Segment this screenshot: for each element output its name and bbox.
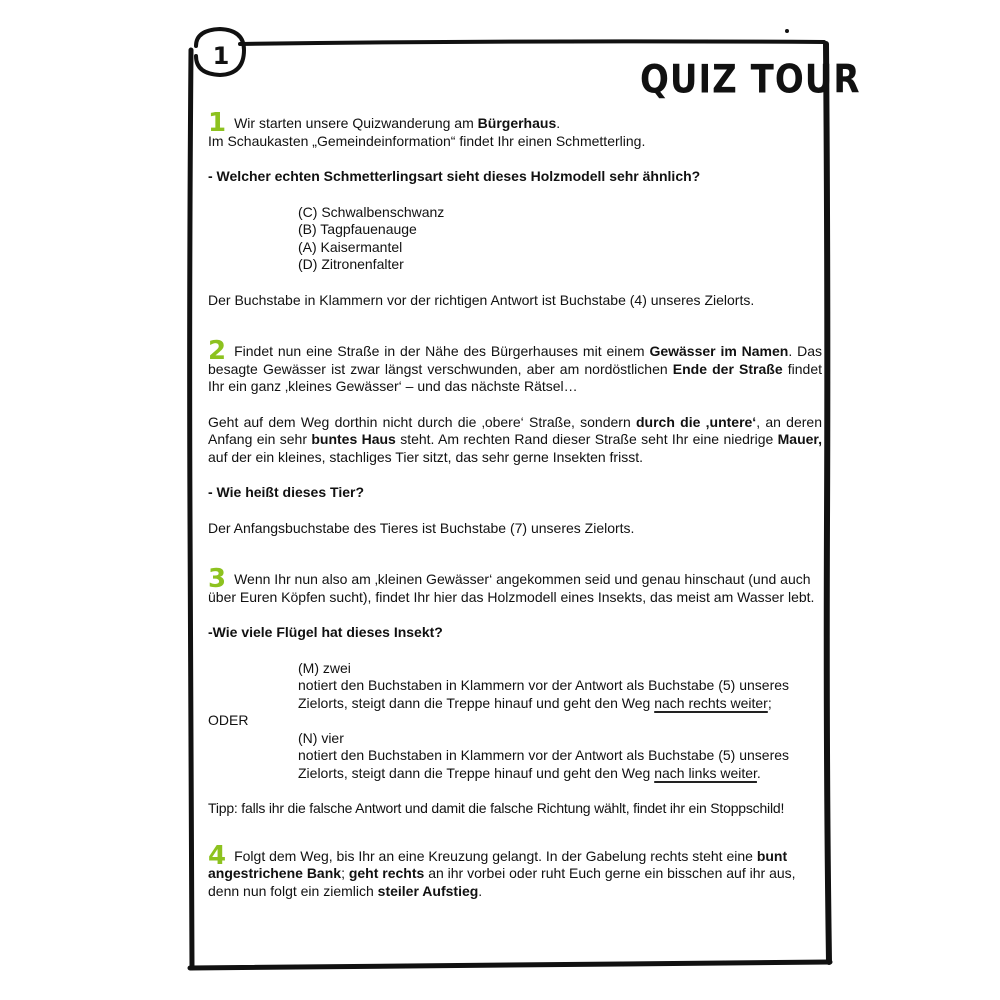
option-b: (B) Tagpfauenauge (298, 221, 417, 237)
option-n (298, 730, 822, 783)
option-m-text: notiert den Buchstaben in Klammern vor der Antwort als Buchstabe (5) unseres Zielorts, steigt dann die Treppe hinauf und geht den Weg nach rechts weiter; (298, 677, 790, 711)
section-1-question: - Welcher echten Schmetterlingsart sieht dieses Holzmodell sehr ähnlich? (208, 168, 701, 184)
direction-right: nach rechts weiter (654, 694, 768, 711)
option-a: (A) Kaisermantel (298, 238, 403, 255)
option-c: (C) Schwalbenschwanz (298, 203, 445, 220)
section-2-paragraph-2: Geht auf dem Weg dorthin nicht durch die ‚obere‘ Straße, sondern durch die ‚untere‘, an deren Anfang ein sehr buntes Haus steht. Am rechten Rand dieser Straße seht Ihr eine niedrige Mauer, auf der ein kleines, stachliges Tier sitzt, das sehr gerne Insekten frisst. (208, 413, 822, 465)
section-4-paragraph: 4 Folgt dem Weg, bis Ihr an eine Kreuzung gelangt. In der Gabelung rechts steht eine bunt angestrichene Bank; geht rechts an ihr vorbei oder ruht Euch gerne ein bisschen auf ihr aus, denn nun folgt ein ziemlich steiler Aufstieg. (208, 840, 796, 899)
page-title: QUIZ TOUR (640, 57, 861, 103)
section-3-question: -Wie viele Flügel hat dieses Insekt? (208, 624, 443, 640)
direction-left: nach links weiter (654, 764, 757, 781)
section-1-note: Der Buchstabe in Klammern vor der richtigen Antwort ist Buchstabe (4) unseres Zielorts. (208, 291, 755, 308)
section-2-number: 2 (208, 336, 227, 366)
section-3-paragraph: 3 Wenn Ihr nun also am ‚kleinen Gewässer‘ angekommen seid und genau hinschaut (und auch über Euren Köpfen sucht), findet Ihr hier das Holzmodell eines Insekts, das meist am Wasser lebt. (208, 564, 815, 605)
section-2-question: - Wie heißt dieses Tier? (208, 484, 364, 500)
option-m-label: (M) zwei (298, 659, 351, 676)
oder-label: ODER (208, 712, 249, 728)
section-3-number: 3 (208, 564, 227, 594)
option-m (298, 660, 822, 713)
section-1-line-2: Im Schaukasten „Gemeindeinformation“ findet Ihr einen Schmetterling. (208, 132, 646, 149)
page-number: 1 (212, 42, 230, 70)
section-2-note: Der Anfangsbuchstabe des Tieres ist Buchstabe (7) unseres Zielorts. (208, 519, 635, 536)
section-4-number: 4 (208, 840, 227, 871)
section-2-paragraph-1: 2 Findet nun eine Straße in der Nähe des Bürgerhauses mit einem Gewässer im Namen. Das besagte Gewässer ist zwar längst verschwunden, aber am nordöstlichen Ende der Straße findet Ihr ein ganz ‚kleines Gewässer‘ – und das nächste Rätsel… (208, 336, 822, 394)
option-n-label: (N) vier (298, 729, 344, 746)
section-3-tipp: Tipp: falls ihr die falsche Antwort und damit die falsche Richtung wählt, findet ihr ein Stoppschild! (208, 800, 785, 816)
quiz-content (208, 108, 822, 900)
option-d: (D) Zitronenfalter (298, 256, 404, 272)
section-1-intro: 1 Wir starten unsere Quizwanderung am Bürgerhaus. (208, 108, 561, 138)
section-1-number: 1 (208, 108, 227, 138)
section-1-options (298, 204, 822, 274)
option-n-text: notiert den Buchstaben in Klammern vor der Antwort als Buchstabe (5) unseres Zielorts, steigt dann die Treppe hinauf und geht den Weg nach links weiter. (298, 747, 790, 781)
